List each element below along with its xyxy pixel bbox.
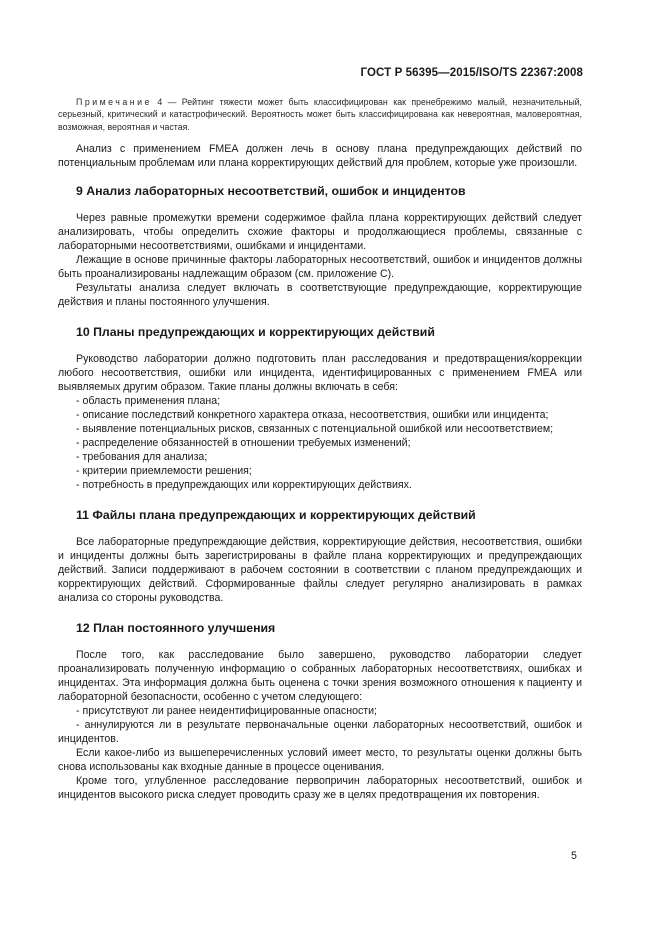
page-content bbox=[58, 96, 582, 802]
section-9-paragraph-2: Лежащие в основе причинные факторы лабораторных несоответствий, ошибок и инцидентов должны быть проанализированы надлежащим образом (см. приложение С). bbox=[58, 253, 582, 280]
section-9-heading: 9 Анализ лабораторных несоответствий, ошибок и инцидентов bbox=[76, 183, 466, 198]
section-11-heading: 11 Файлы плана предупреждающих и корректирующих действий bbox=[76, 507, 476, 522]
note-paragraph bbox=[58, 96, 582, 133]
section-12-paragraph-3: Кроме того, углубленное расследование первопричин лабораторных несоответствий, ошибок и инцидентов высокого риска следует проводить сразу же в целях предотвращения их повторения. bbox=[58, 774, 582, 801]
list-item: - область применения плана; bbox=[76, 394, 221, 407]
section-10-heading: 10 Планы предупреждающих и корректирующих действий bbox=[76, 324, 435, 339]
section-10-list bbox=[58, 394, 582, 492]
document-header: ГОСТ Р 56395—2015/ISO/TS 22367:2008 bbox=[360, 67, 583, 79]
list-item: - описание последствий конкретного характера отказа, несоответствия, ошибки или инцидента; bbox=[76, 408, 549, 421]
list-item: - требования для анализа; bbox=[76, 450, 208, 463]
list-item: - потребность в предупреждающих или корректирующих действиях. bbox=[76, 478, 412, 491]
section-12-paragraph-2: Если какое-либо из вышеперечисленных условий имеет место, то результаты оценки должны быть снова использованы как входные данные в процессе оценивания. bbox=[58, 746, 582, 773]
list-item: - распределение обязанностей в отношении требуемых изменений; bbox=[76, 436, 411, 449]
section-9-paragraph-3: Результаты анализа следует включать в соответствующие предупреждающие, корректирующие действия и планы постоянного улучшения. bbox=[58, 281, 582, 308]
note-text: 4 — Рейтинг тяжести может быть классифицирован как пренебрежимо малый, незначительный, серьезный, критический и катастрофический. Вероятность может быть классифицирована как невероятная, маловероятная, возможная, вероятная и частая. bbox=[58, 97, 582, 132]
list-item: - присутствуют ли ранее неидентифицированные опасности; bbox=[76, 704, 377, 717]
list-item: - критерии приемлемости решения; bbox=[76, 464, 252, 477]
section-12-heading: 12 План постоянного улучшения bbox=[76, 620, 276, 635]
section-9-paragraph-1: Через равные промежутки времени содержимое файла плана корректирующих действий следует анализировать, чтобы определить схожие факторы и продолжающиеся проблемы, связанные с лабораторными несоответствиями, ошибками и инцидентами. bbox=[58, 211, 582, 252]
list-item: - выявление потенциальных рисков, связанных с потенциальной ошибкой или несоответствием; bbox=[76, 422, 554, 435]
section-12-list bbox=[58, 704, 582, 746]
note-label: Примечание bbox=[76, 97, 152, 107]
list-item: - аннулируются ли в результате первоначальные оценки лабораторных несоответствий, ошибок и инцидентов. bbox=[58, 718, 582, 745]
page-number: 5 bbox=[571, 850, 577, 862]
section-10-paragraph: Руководство лаборатории должно подготовить план расследования и предотвращения/коррекции любого несоответствия, ошибки или инцидента, идентифицированных с применением FMEA или выявляемых другим образом. Такие планы должны включать в себя: bbox=[58, 352, 582, 393]
section-11-paragraph: Все лабораторные предупреждающие действия, корректирующие действия, несоответствия, ошибки и инциденты должны быть зарегистрированы в файле плана корректирующих и предупреждающих действий. Записи поддерживают в рабочем состоянии в соответствии с планом предупреждающих и корректирующих действий. Сформированные файлы следует регулярно анализировать в рамках анализа со стороны руководства. bbox=[58, 535, 582, 604]
section-12-paragraph: После того, как расследование было завершено, руководство лаборатории следует проанализировать полученную информацию о собранных лабораторных несоответствиях, ошибках и инцидентах. Эта информация должна быть оценена с точки зрения возможного отношения к пациенту и лабораторной безопасности, особенно с учетом следующего: bbox=[58, 648, 582, 703]
intro-paragraph: Анализ с применением FMEA должен лечь в основу плана предупреждающих действий по потенциальным проблемам или плана корректирующих действий для проблем, которые уже произошли. bbox=[58, 142, 582, 169]
